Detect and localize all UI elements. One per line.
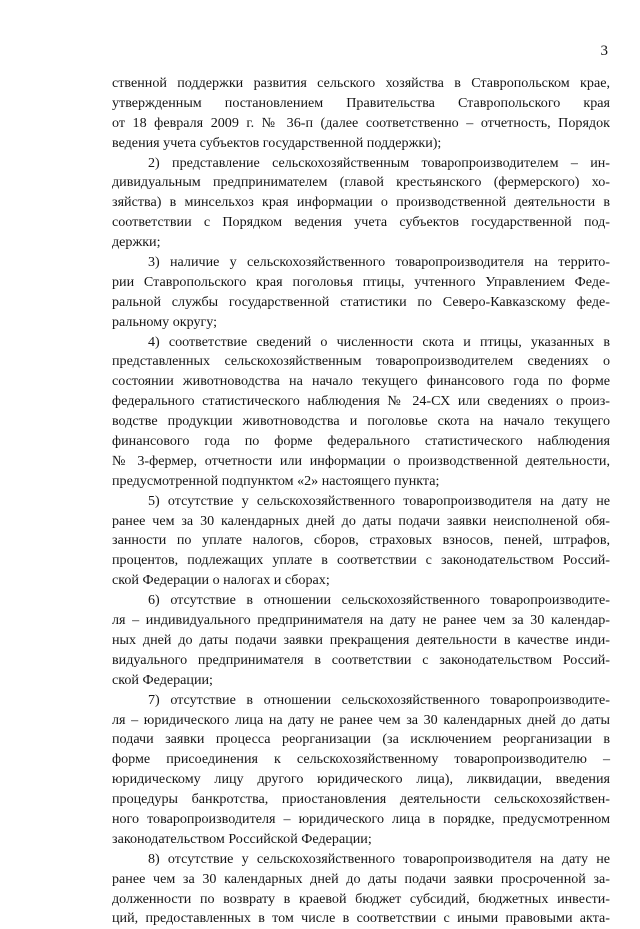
text-line: законодательством Российской Федерации;: [112, 830, 372, 847]
text-line: ведения учета субъектов государственной поддержки);: [112, 134, 442, 151]
text-line: предусмотренной подпунктом «2» настоящего пункта;: [112, 472, 440, 489]
text-line: ральной службы государственной статистики по Северо-Кавказскому феде-: [112, 293, 610, 310]
text-line: ранее чем за 30 календарных дней до даты подачи заявки неисполненой обя-: [112, 512, 610, 529]
text-line: ственной поддержки развития сельского хозяйства в Ставропольском крае,: [112, 75, 610, 91]
text-line: процентов, подлежащих уплате в соответствии с законодательством Россий-: [112, 552, 610, 569]
text-line: финансового года по форме федерального статистического наблюдения: [112, 433, 610, 450]
page-number: 3: [600, 43, 608, 59]
text-line: ных дней до даты подачи заявки прекращения деятельности в качестве инди-: [112, 631, 610, 648]
text-line: ской Федерации;: [112, 671, 213, 688]
text-line: ральному округу;: [112, 313, 218, 330]
text-line: ля – юридического лица на дату не ранее чем за 30 календарных дней до даты: [112, 711, 610, 728]
text-line: 7) отсутствие в отношении сельскохозяйственного товаропроизводите-: [148, 691, 610, 708]
text-line: № 3-фермер, отчетности или информации о производственной деятельности,: [112, 452, 610, 469]
text-line: дивидуальным предпринимателем (главой крестьянского (фермерского) хо-: [112, 174, 610, 191]
text-line: долженности по возврату в краевой бюджет субсидий, бюджетных инвести-: [112, 890, 610, 907]
text-line: видуального предпринимателя в соответствии с законодательством Россий-: [112, 651, 610, 668]
text-line: ской Федерации о налогах и сборах;: [112, 572, 330, 589]
text-line: утвержденным постановлением Правительства Ставропольского края: [112, 94, 610, 111]
text-line: ций, предоставленных в том числе в соответствии с иными правовыми акта-: [112, 910, 610, 927]
text-line: зяйства) в минсельхоз края информации о производственной деятельности в: [112, 194, 610, 211]
text-line: ля – индивидуального предпринимателя на дату не ранее чем за 30 календар-: [112, 612, 610, 629]
text-line: форме присоединения к сельскохозяйственному товаропроизводителю –: [112, 751, 610, 768]
text-line: федерального статистического наблюдения № 24-СХ или сведениях о произ-: [112, 393, 610, 410]
text-line: 3) наличие у сельскохозяйственного товаропроизводителя на террито-: [148, 254, 610, 271]
text-line: ранее чем за 30 календарных дней до даты подачи заявки просроченной за-: [112, 870, 610, 887]
text-line: процедуры банкротства, приостановления деятельности сельскохозяйствен-: [112, 791, 610, 808]
text-line: рии Ставропольского края поголовья птицы, учтенного Управлением Феде-: [112, 273, 610, 290]
text-line: занности по уплате налогов, сборов, страховых взносов, пеней, штрафов,: [112, 532, 610, 549]
text-line: от 18 февраля 2009 г. № 36-п (далее соответственно – отчетность, Порядок: [112, 114, 610, 131]
text-line: представленных сельскохозяйственным товаропроизводителем сведениях о: [112, 353, 610, 370]
text-line: юридическому лицу другого юридического лица), ликвидации, введения: [112, 771, 610, 788]
text-line: состоянии животноводства на начало текущего финансового года по форме: [112, 373, 610, 390]
document-body-text: [112, 74, 610, 929]
text-line: ного товаропроизводителя – юридического лица в порядке, предусмотренном: [112, 810, 610, 827]
text-line: 5) отсутствие у сельскохозяйственного товаропроизводителя на дату не: [148, 492, 610, 509]
text-line: 2) представление сельскохозяйственным товаропроизводителем – ин-: [148, 154, 610, 171]
text-line: 6) отсутствие в отношении сельскохозяйственного товаропроизводите-: [148, 592, 610, 609]
text-line: 4) соответствие сведений о численности скота и птицы, указанных в: [148, 333, 610, 350]
text-line: соответствии с Порядком ведения учета субъектов государственной под-: [112, 214, 610, 231]
text-line: 8) отсутствие у сельскохозяйственного товаропроизводителя на дату не: [148, 850, 610, 867]
text-line: держки;: [112, 234, 161, 251]
text-line: водстве продукции животноводства и поголовье скота на начало текущего: [112, 413, 610, 430]
text-line: подачи заявки процесса реорганизации (за исключением реорганизации в: [112, 731, 610, 748]
